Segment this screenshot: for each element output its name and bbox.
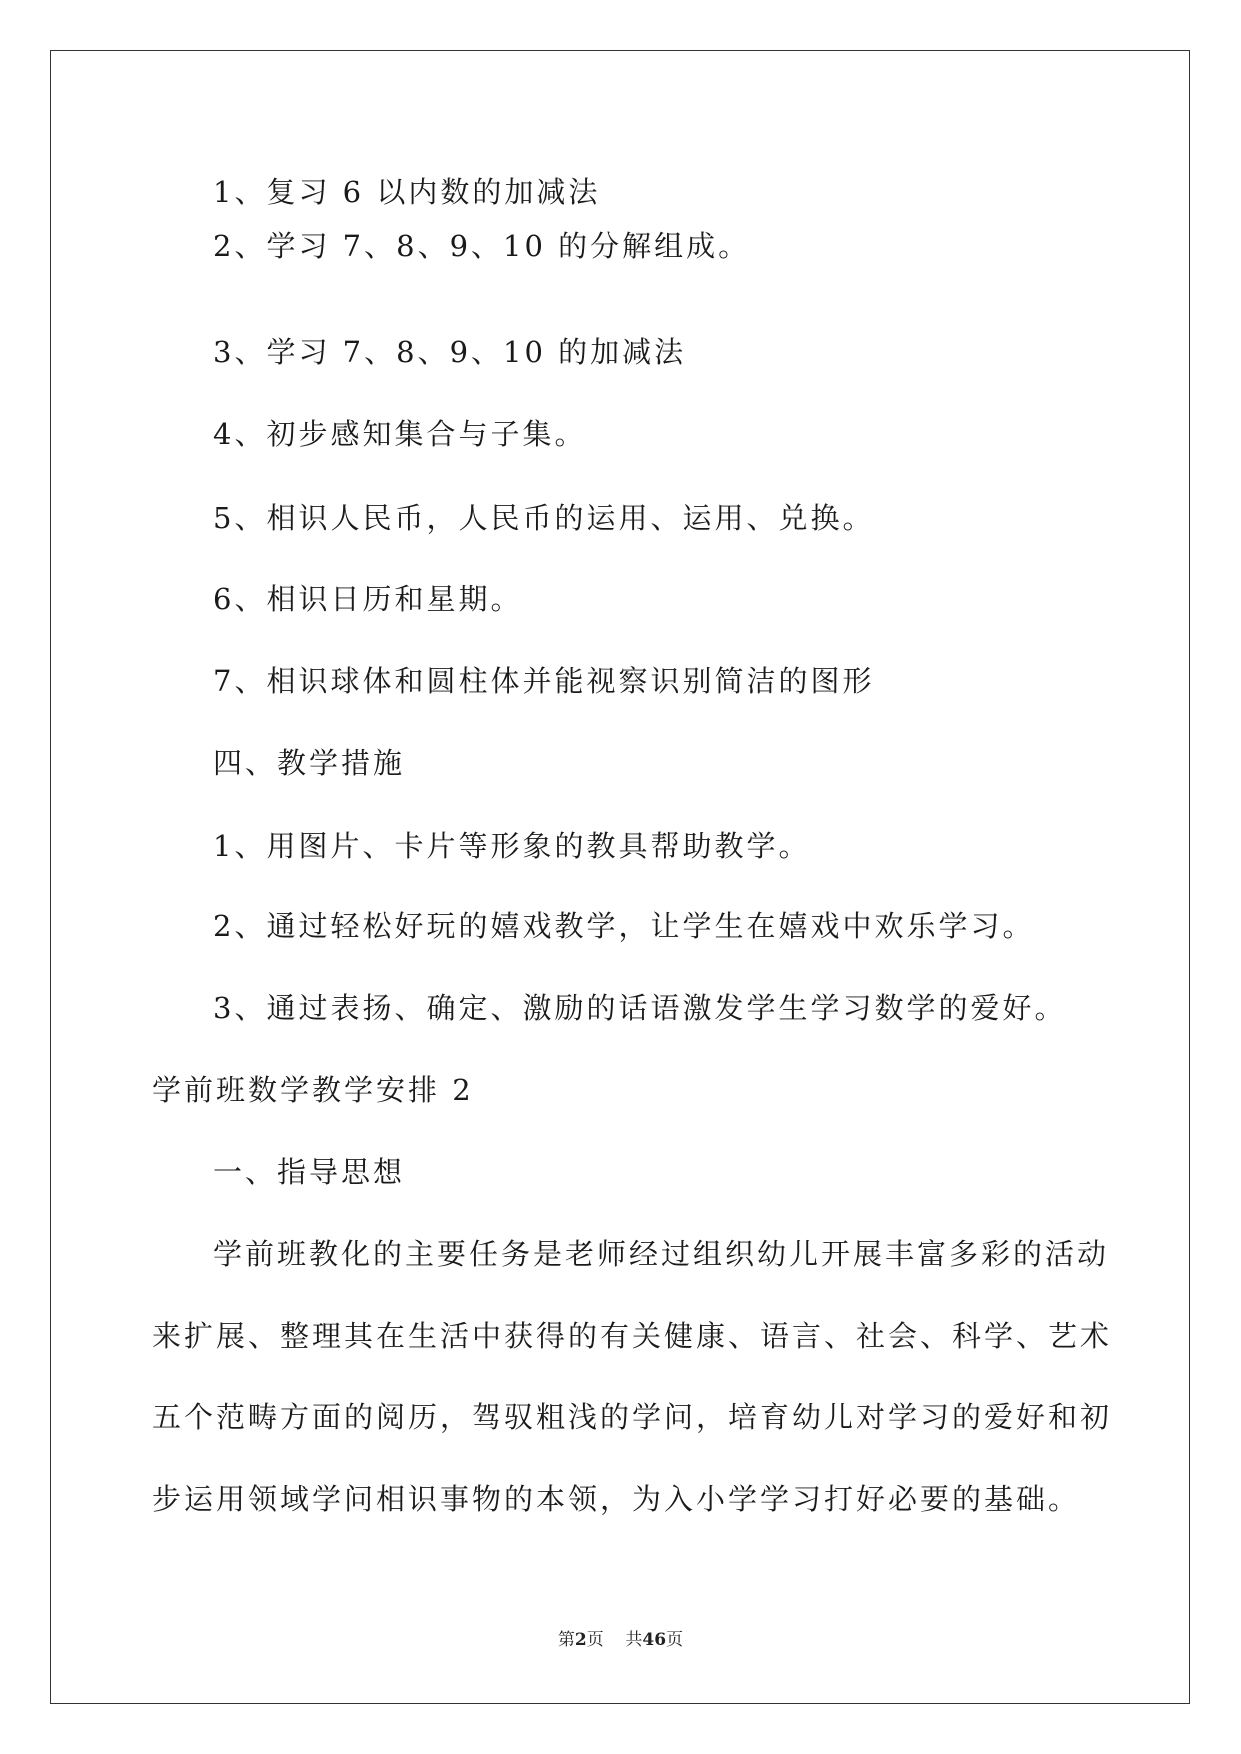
page-footer bbox=[0, 1625, 1241, 1650]
section-heading: 一、指导思想 bbox=[213, 1155, 406, 1189]
footer-total-prefix: 共 bbox=[625, 1630, 643, 1650]
paragraph-line: 来扩展、整理其在生活中获得的有关健康、语言、社会、科学、艺术 bbox=[152, 1319, 1113, 1353]
paragraph-line: 学前班教化的主要任务是老师经过组织幼儿开展丰富多彩的活动 bbox=[213, 1237, 1110, 1271]
list-item: 6、相识日历和星期。 bbox=[213, 582, 523, 616]
list-item: 3、学习 7、8、9、10 的加减法 bbox=[213, 335, 687, 369]
current-page-number: 2 bbox=[574, 1630, 587, 1650]
list-item: 7、相识球体和圆柱体并能视察识别简洁的图形 bbox=[213, 664, 875, 698]
list-item: 1、复习 6 以内数的加减法 bbox=[213, 175, 601, 209]
paragraph-line: 五个范畴方面的阅历，驾驭粗浅的学问，培育幼儿对学习的爱好和初 bbox=[152, 1400, 1113, 1434]
footer-total-word: 页 bbox=[666, 1630, 684, 1650]
footer-prefix: 第 bbox=[557, 1630, 575, 1650]
list-item: 1、用图片、卡片等形象的教具帮助教学。 bbox=[213, 829, 811, 863]
list-item: 3、通过表扬、确定、激励的话语激发学生学习数学的爱好。 bbox=[213, 991, 1067, 1025]
list-item: 4、初步感知集合与子集。 bbox=[213, 417, 587, 451]
list-item: 2、通过轻松好玩的嬉戏教学，让学生在嬉戏中欢乐学习。 bbox=[213, 909, 1035, 943]
document-title: 学前班数学教学安排 2 bbox=[152, 1073, 474, 1107]
total-pages-number: 46 bbox=[642, 1630, 667, 1650]
list-item: 2、学习 7、8、9、10 的分解组成。 bbox=[213, 229, 751, 263]
page-border bbox=[50, 50, 1190, 1704]
list-item: 5、相识人民币，人民币的运用、运用、兑换。 bbox=[213, 501, 875, 535]
section-heading: 四、教学措施 bbox=[213, 746, 406, 780]
footer-page-word: 页 bbox=[586, 1630, 604, 1650]
paragraph-line: 步运用领域学问相识事物的本领，为入小学学习打好必要的基础。 bbox=[152, 1482, 1081, 1516]
